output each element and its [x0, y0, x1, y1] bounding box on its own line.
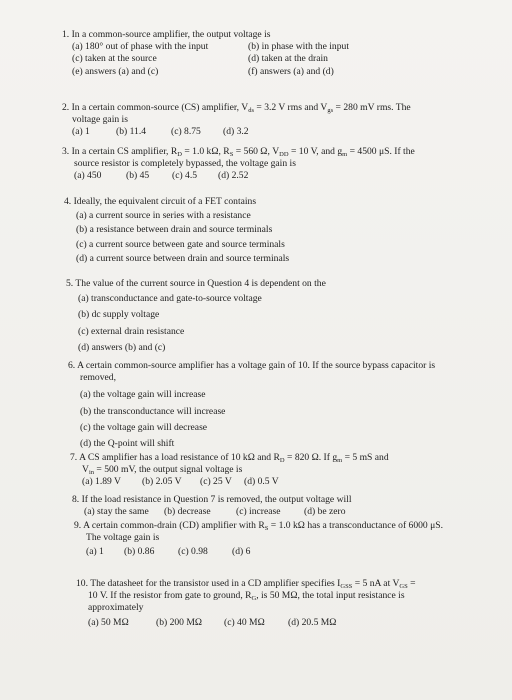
question-9-option-b: (b) 0.86 [124, 546, 155, 558]
question-9 [74, 520, 443, 559]
question-10-stem: 10. The datasheet for the transistor used in a CD amplifier specifies $I_{GSS} = 5$ nA at $V_{GS}$ = [76, 578, 416, 590]
question-9-stem: 9. A certain common-drain (CD) amplifier with $R_S = 1.0$ kΩ has a transconductance of 6000 μS. [74, 520, 443, 532]
question-4 [64, 196, 289, 265]
question-4-stem: 4. Ideally, the equivalent circuit of a FET contains [64, 196, 257, 207]
question-10-option-d: (d) 20.5 MΩ [288, 616, 337, 628]
question-2-option-a: (a) 1 [72, 126, 90, 138]
question-7-stem: 7. A CS amplifier has a load resistance of 10 kΩ and $R_D = 820$ Ω. If $g_m = 5$ mS and [70, 452, 389, 464]
question-6-option-b: (b) the transconductance will increase [80, 405, 226, 417]
question-10-option-a: (a) 50 MΩ [88, 616, 129, 628]
question-1 [62, 29, 349, 78]
question-7-stem-line2: $V_{in} = 500$ mV, the output signal voltage is [82, 464, 243, 477]
question-8-option-b: (b) decrease [164, 506, 211, 518]
question-6-option-a: (a) the voltage gain will increase [80, 389, 206, 401]
question-4-option-b: (b) a resistance between drain and source terminals [76, 224, 273, 236]
question-6-stem: 6. A certain common-source amplifier has a voltage gain of 10. If the source bypass capacitor is [68, 360, 436, 371]
question-10-stem-line3: approximately [88, 602, 144, 614]
question-3-option-d: (d) 2.52 [218, 170, 249, 182]
question-8 [72, 494, 352, 518]
question-9-option-c: (c) 0.98 [178, 546, 208, 558]
question-2 [62, 102, 411, 139]
question-4-option-d: (d) a current source between drain and source terminals [76, 252, 290, 264]
question-10-option-b: (b) 200 MΩ [156, 616, 203, 628]
question-6-stem-line2: removed, [80, 372, 116, 384]
question-5-stem: 5. The value of the current source in Question 4 is dependent on the [66, 278, 326, 289]
question-5-option-d: (d) answers (b) and (c) [78, 341, 166, 353]
question-3-stem-line2: source resistor is completely bypassed, the voltage gain is [74, 158, 296, 170]
question-1-stem: 1. In a common-source amplifier, the output voltage is [62, 29, 271, 40]
question-7 [70, 452, 389, 489]
question-2-option-b: (b) 11.4 [116, 126, 147, 138]
question-5-option-a: (a) transconductance and gate-to-source voltage [78, 293, 262, 305]
question-2-option-c: (c) 8.75 [171, 126, 201, 138]
question-3-stem: 3. In a certain CS amplifier, $R_D = 1.0$ kΩ, $R_S = 560$ Ω, $V_{DD} = 10$ V, and $g_m = 4500$ μS. If the [62, 146, 415, 158]
question-7-option-c: (c) 25 V [200, 476, 232, 488]
question-9-option-d: (d) 6 [232, 546, 251, 558]
question-10-option-c: (c) 40 MΩ [224, 616, 265, 628]
question-4-option-a: (a) a current source in series with a resistance [76, 210, 251, 222]
question-7-option-a: (a) 1.89 V [82, 476, 121, 488]
question-9-option-a: (a) 1 [86, 546, 104, 558]
question-8-option-a: (a) stay the same [84, 506, 149, 518]
question-10 [76, 578, 416, 629]
question-8-option-c: (c) increase [236, 506, 281, 518]
question-8-stem: 8. If the load resistance in Question 7 is removed, the output voltage will [72, 494, 352, 505]
question-7-option-d: (d) 0.5 V [244, 476, 279, 488]
question-3-option-c: (c) 4.5 [172, 170, 198, 182]
question-10-stem-line2: 10 V. If the resistor from gate to ground, $R_G$, is 50 MΩ, the total input resistance is [88, 590, 405, 603]
question-3-option-b: (b) 45 [126, 170, 150, 182]
question-5-option-c: (c) external drain resistance [78, 325, 185, 337]
question-4-option-c: (c) a current source between gate and source terminals [76, 238, 285, 250]
question-8-option-d: (d) be zero [304, 506, 346, 518]
question-2-stem-line2: voltage gain is [72, 114, 128, 126]
question-9-stem-line2: The voltage gain is [86, 532, 160, 544]
question-1-option-f: (f) answers (a) and (d) [248, 65, 334, 77]
question-3 [62, 146, 415, 183]
question-6 [68, 360, 435, 450]
question-5-option-b: (b) dc supply voltage [78, 309, 160, 321]
question-1-option-c: (c) taken at the source [72, 53, 157, 65]
question-6-option-d: (d) the Q-point will shift [80, 438, 175, 450]
question-1-option-e: (e) answers (a) and (c) [72, 65, 159, 77]
question-2-option-d: (d) 3.2 [223, 126, 249, 138]
question-2-stem: 2. In a certain common-source (CS) amplifier, $V_{ds} = 3.2$ V rms and $V_{gs} = 280$ mV rms. The [62, 102, 411, 114]
question-7-option-b: (b) 2.05 V [142, 476, 182, 488]
question-1-option-a: (a) 180° out of phase with the input [72, 41, 209, 53]
question-1-option-d: (d) taken at the drain [248, 53, 328, 65]
question-6-option-c: (c) the voltage gain will decrease [80, 421, 208, 433]
question-3-option-a: (a) 450 [74, 170, 102, 182]
question-1-option-b: (b) in phase with the input [248, 41, 349, 53]
question-5 [66, 278, 326, 354]
